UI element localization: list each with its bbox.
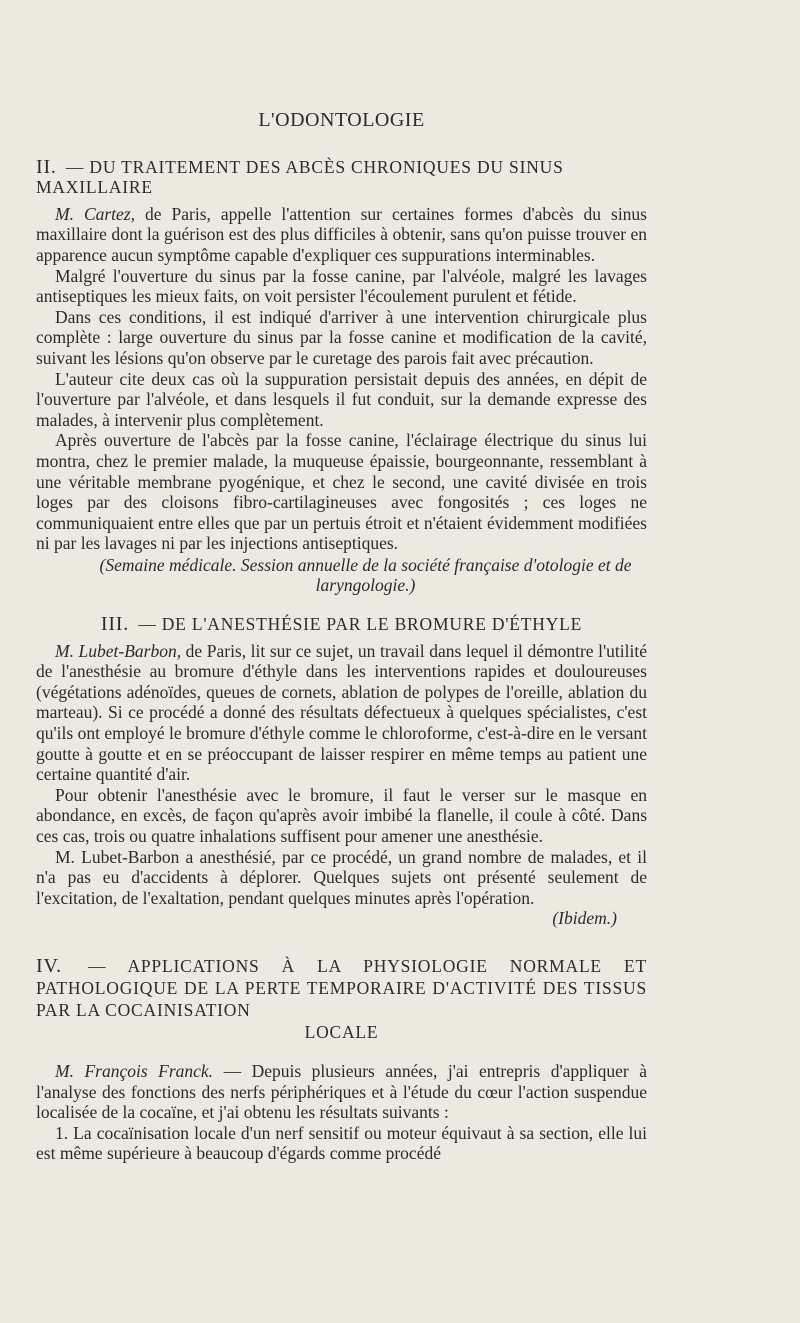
section-number: III. xyxy=(100,613,130,636)
section-heading xyxy=(36,955,647,1043)
section-title: — DU TRAITEMENT DES ABCÈS CHRONIQUES DU SINUS MAXILLAIRE xyxy=(36,156,564,198)
paragraph-text: de Paris, appelle l'attention sur certaines formes d'abcès du sinus maxillaire dont la guérison est des plus difficiles à obtenir, sans qu'on puisse trouver en apparence aucun symptôme capable d'expliquer ces suppurations interminables. xyxy=(36,203,647,265)
paragraph: M. Lubet-Barbon a anesthésié, par ce procédé, un grand nombre de malades, et il n'a pas eu d'accidents à déplorer. Quelques sujets ont présenté seulement de l'excitation, de l'exaltation, pendant quelques minutes après l'opération. xyxy=(36,846,647,908)
paragraph: L'auteur cite deux cas où la suppuration persistait depuis des années, en dépit de l'ouverture par l'alvéole, et dans lesquels il fut conduit, sur la demande expresse des malades, à intervenir plus complètement. xyxy=(36,368,647,430)
spacer xyxy=(36,1049,647,1061)
citation: (Semaine médicale. Session annuelle de la société française d'otologie et de laryngologie.) xyxy=(99,554,632,596)
paragraph: 1. La cocaïnisation locale d'un nerf sensitif ou moteur équivaut à sa section, elle lui est même supérieure à beaucoup d'égards comme procédé xyxy=(36,1122,647,1164)
running-head: L'ODONTOLOGIE xyxy=(258,109,425,131)
paragraph-text: — Depuis plusieurs années, j'ai entrepris d'appliquer à l'analyse des fonctions des nerfs périphériques et à l'étude du cœur l'action suspendue localisée de la cocaïne, et j'ai obtenu les résultats suivants : xyxy=(36,1060,647,1123)
section-number: II. xyxy=(36,155,57,178)
paragraph-text: de Paris, lit sur ce sujet, un travail dans lequel il démontre l'utilité de l'anesthésie au bromure d'éthyle dans les interventions rapides et douloureuses (végétations adénoïdes, queues de cornets, ablation de polypes de l'oreille, ablation du marteau). Si ce procédé a donné des résultats défectueux à quelques spécialistes, c'est qu'ils ont employé le bromure d'éthyle comme le chloroforme, c'est-à-dire en le versant goutte à goutte et en se préoccupant de laisser respirer en même temps au patient une certaine quantité d'air. xyxy=(36,640,647,785)
section-number: IV. xyxy=(36,954,62,977)
author-name: M. François Franck. xyxy=(55,1060,214,1081)
page-content xyxy=(36,96,647,1164)
author-name: M. Cartez, xyxy=(55,203,135,224)
section-title: — APPLICATIONS À LA PHYSIOLOGIE NORMALE ET PATHOLOGIQUE DE LA PERTE TEMPORAIRE D'ACTIVITÉ DES TISSUS PAR LA COCAINISATION xyxy=(36,955,647,1020)
section-title: — DE L'ANESTHÉSIE PAR LE BROMURE D'ÉTHYLE xyxy=(138,614,583,635)
paragraph: Pour obtenir l'anesthésie avec le bromure, il faut le verser sur le masque en abondance, en excès, de façon qu'après avoir imbibé la flanelle, il coule à côté. Dans ces cas, trois ou quatre inhalations suffisent pour amener une anesthésie. xyxy=(36,784,647,846)
paragraph xyxy=(36,641,647,785)
paragraph xyxy=(36,1061,647,1123)
paragraph: Après ouverture de l'abcès par la fosse canine, l'éclairage électrique du sinus lui montra, chez le premier malade, la muqueuse épaissie, bourgeonnante, ressemblant à une véritable membrane pyogénique, et chez le second, une cavité divisée en trois loges par des cloisons fibro-cartilagineuses avec fongosités ; ces loges ne communiquaient entre elles que par un pertuis étroit et n'étaient évidemment modifiées ni par les lavages ni par les injections antiseptiques. xyxy=(36,430,647,554)
paragraph: Dans ces conditions, il est indiqué d'arriver à une intervention chirurgicale plus complète : large ouverture du sinus par la fosse canine et modification de la cavité, suivant les lésions qu'on observe par le curetage des parois fait avec précaution. xyxy=(36,306,647,368)
paragraph xyxy=(36,204,647,266)
section-heading xyxy=(36,157,647,198)
author-name: M. Lubet-Barbon, xyxy=(55,640,182,661)
citation: (Ibidem.) xyxy=(552,908,617,929)
section-heading xyxy=(36,614,647,635)
section-title-last-line: LOCALE xyxy=(304,1021,379,1042)
paragraph: Malgré l'ouverture du sinus par la fosse canine, par l'alvéole, malgré les lavages antiseptiques les mieux faits, on voit persister l'écoulement purulent et fétide. xyxy=(36,265,647,307)
